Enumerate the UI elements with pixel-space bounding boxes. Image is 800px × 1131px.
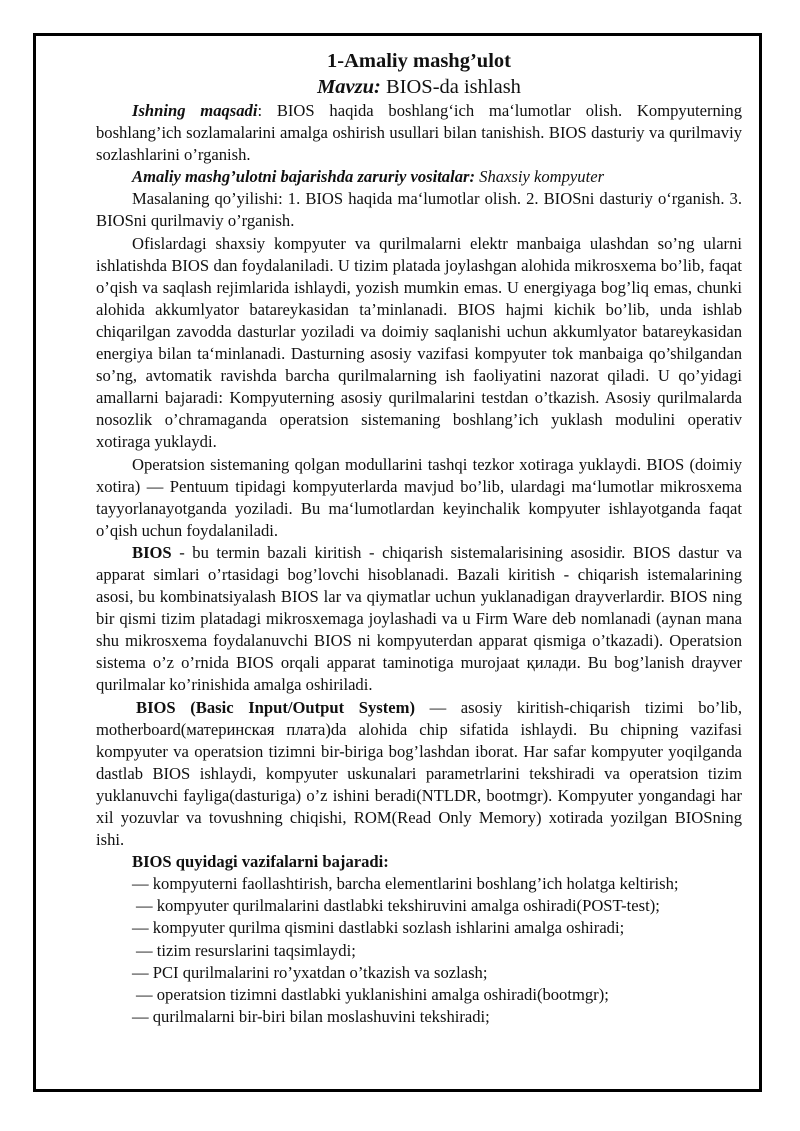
- tools-text: Shaxsiy kompyuter: [475, 167, 605, 187]
- body-paragraph-1: Ofislardagi shaxsiy kompyuter va qurilmalarni elektr manbaiga ulashdan so’ng ularni ishlatishda BIOS dan foydalaniladi. U tizim platada joylashgan alohida mikrosxema bo’lib, faqat o’qish va saqlash rejimlarida ishlaydi, yozish mumkin emas. U energiyaga bog’liq emas, chunki alohida akkumlyator batareykasidan ta’minlanadi. BIOS hajmi kichik bo’lib, unda ishlab chiqarilgan zavodda dasturlar yoziladi va doimiy saqlanishi uchun akkumlyator batareykasidan energiya bilan ta‘minlanadi. Dasturning asosiy vazifasi kompyuter tok manbaiga qo’shilgandan so’ng, avtomatik ravishda barcha qurilmalarning ish faoliyatini nazorat qiladi. U qo’yidagi amallarni bajaradi: Kompyuterning asosiy qurilmalarini testdan o’tkazish. Asosiy qurilmalarda nosozlik o’chramaganda operatsion sistemaning boshlang’ich yuklash modulini operativ xotiraga yuklaydi.: [96, 233, 742, 452]
- bios-term-paragraph: [96, 542, 742, 697]
- document-body: [96, 48, 742, 1028]
- problem-paragraph: Masalaning qo’yilishi: 1. BIOS haqida ma‘lumotlar olish. 2. BIOSni dasturiy o‘rganish. 3. BIOSni qurilmaviy o’rganish.: [96, 189, 742, 231]
- list-item: — kompyuter qurilma qismini dastlabki sozlash ishlarini amalga oshiradi;: [132, 918, 625, 938]
- body-paragraph-2: Operatsion sistemaning qolgan modullarini tashqi tezkor xotiraga yuklaydi. BIOS (doimiy xotira) — Pentuum tipidagi kompyuterlarda mavjud bo’lib, ulardagi ma‘lumotlar mikrosxema tayyorlanayotganda yoziladi. Bu ma‘lumotlardan keyinchalik kompyuter ishlayotganda faqat o’qish uchun foydalaniladi.: [96, 454, 742, 540]
- functions-heading-text: BIOS quyidagi vazifalarni bajaradi:: [132, 852, 389, 872]
- tools-paragraph: [96, 166, 742, 188]
- subtitle-text: BIOS-da ishlash: [380, 76, 521, 98]
- tools-label: Amaliy mashg’ulotni bajarishda zaruriy vositalar:: [132, 167, 475, 187]
- document-title: 1-Amaliy mashg’ulot: [327, 50, 511, 72]
- list-item: — PCI qurilmalarini ro’yxatdan o’tkazish va sozlash;: [132, 962, 488, 982]
- goal-paragraph: [96, 100, 742, 166]
- functions-heading: [96, 851, 742, 873]
- bios-definition-label: BIOS (Basic Input/Output System): [136, 697, 415, 717]
- document-subtitle: [96, 74, 742, 100]
- bios-definition-paragraph: [96, 697, 742, 852]
- goal-text: : BIOS haqida boshlang‘ich ma‘lumotlar olish. Kompyuterning boshlang’ich sozlamalarini amalga oshirish usullari bilan tanishish. BIOS dasturiy va qurilmaviy sozlashlarini o’rganish.: [96, 101, 742, 165]
- bios-definition-text: — asosiy kiritish-chiqarish tizimi bo’lib, motherboard(материнская плата)da alohida chip sifatida ishlaydi. Bu chipning vazifasi kompyuter va operatsion tizimni bir-biriga bog’lashdan iborat. Har safar kompyuter yoqilganda dastlab BIOS ishlaydi, kompyuter uskunalari parametrlarini tekshiradi va operatsion tizim yuklanuvchi fayliga(dasturiga) o’z ishini beradi(NTLDR, bootmgr). Kompyuter yongandagi har xil yozuvlar va tovushning chiqishi, ROM(Read Only Memory) xotirada yozilgan BIOSning ishi.: [96, 697, 742, 850]
- goal-label: Ishning maqsadi: [132, 101, 258, 120]
- list-item: — kompyuter qurilmalarini dastlabki tekshiruvini amalga oshiradi(POST-test);: [136, 896, 660, 916]
- subtitle-label: Mavzu:: [317, 76, 381, 98]
- list-item: — kompyuterni faollashtirish, barcha elementlarini boshlang’ich holatga keltirish;: [132, 874, 679, 894]
- list-item: — operatsion tizimni dastlabki yuklanishini amalga oshiradi(bootmgr);: [136, 984, 609, 1004]
- list-item: — tizim resurslarini taqsimlaydi;: [136, 940, 356, 960]
- bios-term-text: - bu termin bazali kiritish - chiqarish sistemalarisining asosidir. BIOS dastur va apparat simlari o’rtasidagi bog’lovchi hisoblanadi. Bazali kiritish - chiqarish istemalarining asosi, bu kombinatsiyalash BIOS lar va qiymatlar uchun yuklanadigan drayverlardir. BIOS ning bir qismi tizim platadagi mikrosxemaga joylashadi va u Firm Ware deb nomlanadi (aynan mana shu mikrosxema foydalanuvchi BIOS ni kompyuterdan apparat qismiga o’tkazadi). Operatsion sistema o’z o’rnida BIOS orqali apparat taminotiga murojaat қилади. Bu bog’lanish drayver qurilmalar ko’rinishida amalga oshiriladi.: [96, 542, 742, 695]
- list-item: — qurilmalarni bir-biri bilan moslashuvini tekshiradi;: [132, 1006, 490, 1026]
- functions-list: [96, 873, 742, 1028]
- bios-term-label: BIOS: [132, 542, 172, 562]
